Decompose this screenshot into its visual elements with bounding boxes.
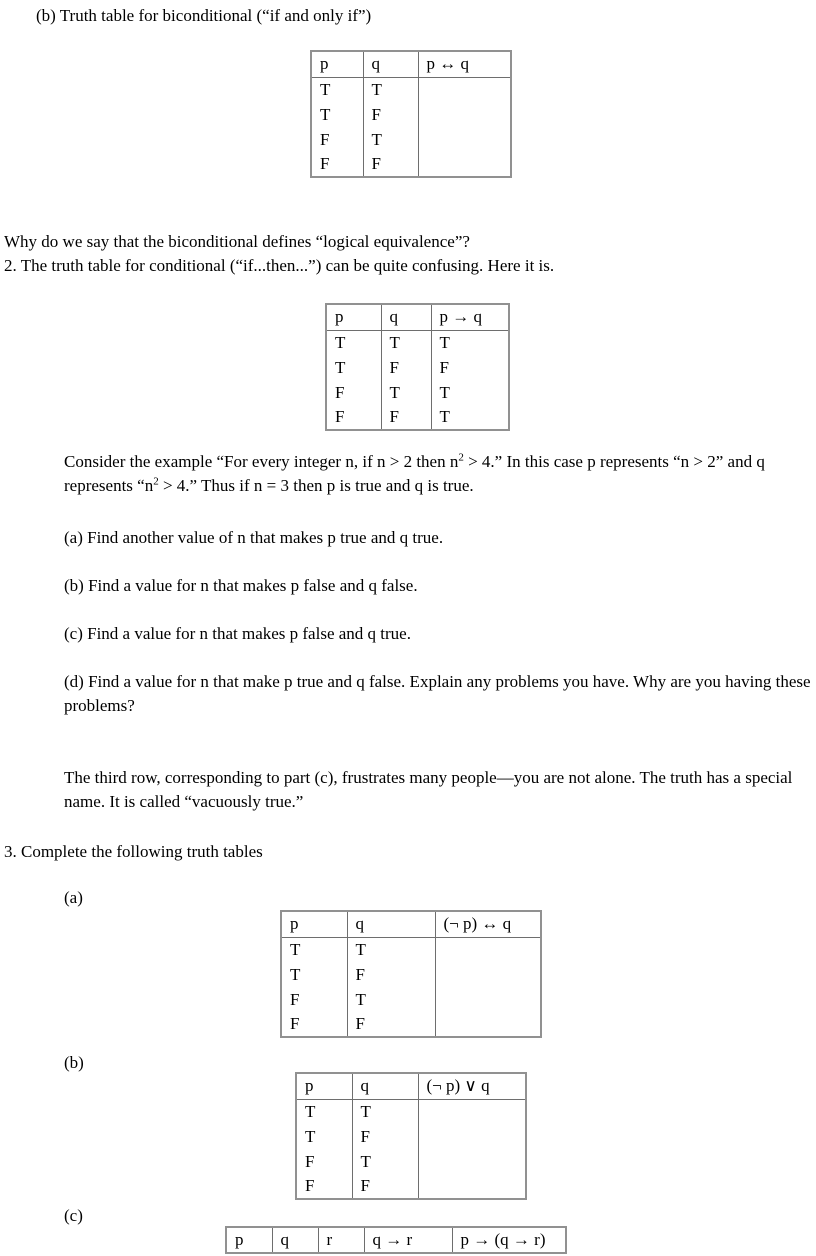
truth-value-cell: F [290,1014,300,1033]
truth-value-cell: T [431,380,509,405]
answer-cell [418,102,511,127]
table-header-cell: p [296,1073,352,1099]
answer-cell [418,1124,526,1149]
table-header-cell: q [381,304,431,330]
section-b-heading: (b) Truth table for biconditional (“if and only if”) [36,6,372,25]
truth-value-cell: F [431,355,509,380]
truth-value-cell: F [305,1176,315,1195]
truth-value-cell: T [347,987,435,1012]
table-header-cell: q [272,1227,318,1253]
table-header-row [226,1227,566,1253]
table-row [326,405,509,430]
truth-value-cell: F [290,989,300,1009]
table-row [281,1012,541,1037]
answer-cell [418,152,511,177]
exercise-b-truth-table [295,1072,527,1200]
example-text-1: Consider the example “For every integer n, if n > 2 then n [64,452,459,471]
truth-value-cell: F [347,1012,435,1037]
answer-cell [418,1149,526,1174]
part-b-question: (b) Find a value for n that makes p false and q false. [64,576,418,595]
table-row [281,937,541,962]
truth-value-cell: T [320,104,331,124]
truth-value-cell: T [290,964,301,984]
truth-value-cell: F [335,382,345,402]
truth-value-cell: T [431,330,509,355]
truth-value-cell: T [431,405,509,430]
truth-value-cell: T [305,1101,316,1121]
table-header-row [326,304,509,330]
answer-cell [435,937,541,962]
example-paragraph [64,450,812,498]
table-header-row [311,51,511,77]
table-header-cell: p ↔ q [418,51,511,77]
truth-value-cell: F [335,407,345,426]
part-c-question: (c) Find a value for n that makes p false and q true. [64,624,411,643]
table-row [296,1149,526,1174]
exercise-a-truth-table [280,910,542,1038]
table-header-cell: p [311,51,363,77]
table-row [281,987,541,1012]
truth-value-cell: T [381,380,431,405]
truth-value-cell: T [290,939,301,959]
table-header-cell: r [318,1227,364,1253]
truth-value-cell: F [381,355,431,380]
table-header-row [296,1073,526,1099]
example-text-3: > 4.” Thus if n = 3 then p is true and q is true. [158,476,474,495]
exercise-b-label: (b) [64,1053,84,1072]
biconditional-truth-table [310,50,512,178]
truth-value-cell: T [381,330,431,355]
superscript-exponent: 2 [458,451,464,464]
table-row [296,1174,526,1199]
answer-cell [418,1174,526,1199]
table-row [311,77,511,102]
vacuously-true-note: The third row, corresponding to part (c), frustrates many people—you are not alone. The truth has a special name. It is called “vacuously true.” [64,768,793,811]
table-row [311,127,511,152]
item3-text: 3. Complete the following truth tables [4,842,263,861]
answer-cell [418,1099,526,1124]
table-header-cell: q [363,51,418,77]
answer-cell [435,987,541,1012]
table-row [326,380,509,405]
truth-value-cell: T [320,79,331,99]
table-header-cell: p [281,911,347,937]
truth-value-cell: F [352,1174,418,1199]
table-row [311,152,511,177]
answer-cell [435,1012,541,1037]
answer-cell [418,77,511,102]
truth-value-cell: T [352,1149,418,1174]
table-header-cell: p [226,1227,272,1253]
truth-value-cell: F [347,962,435,987]
truth-value-cell: F [363,152,418,177]
answer-cell [435,962,541,987]
table-row [281,962,541,987]
table-header-cell: p [326,304,381,330]
answer-cell [418,127,511,152]
table-header-cell: q [352,1073,418,1099]
table-row [326,330,509,355]
truth-value-cell: T [305,1126,316,1146]
truth-value-cell: F [320,154,330,173]
table-header-cell: q [347,911,435,937]
table-header-cell: q → r [364,1227,452,1253]
table-row [311,102,511,127]
exercise-c-label: (c) [64,1206,83,1225]
truth-value-cell: F [352,1124,418,1149]
part-a-question: (a) Find another value of n that makes p true and q true. [64,528,444,547]
table-header-cell: p → q [431,304,509,330]
table-row [326,355,509,380]
truth-value-cell: T [363,127,418,152]
truth-value-cell: F [305,1151,315,1171]
truth-value-cell: T [352,1099,418,1124]
truth-value-cell: F [363,102,418,127]
table-header-cell: (¬ p) ∨ q [418,1073,526,1099]
table-header-row [281,911,541,937]
item2-text: 2. The truth table for conditional (“if...then...”) can be quite confusing. Here it is. [4,256,555,275]
superscript-exponent: 2 [153,475,159,488]
conditional-truth-table [325,303,510,431]
truth-value-cell: T [335,357,346,377]
truth-value-cell: F [381,405,431,430]
table-row [296,1124,526,1149]
table-row [296,1099,526,1124]
table-header-cell: p → (q → r) [452,1227,566,1253]
truth-value-cell: T [347,937,435,962]
truth-value-cell: T [335,332,346,352]
exercise-c-truth-table [225,1226,567,1254]
exercise-a-label: (a) [64,888,83,907]
table-header-cell: (¬ p) ↔ q [435,911,541,937]
example-text-2: > 4.” In this case p represents “n > 2” and q represents “n [64,452,765,495]
truth-value-cell: F [320,129,330,149]
truth-value-cell: T [363,77,418,102]
logical-equivalence-question: Why do we say that the biconditional defines “logical equivalence”? [4,232,470,251]
part-d-question: (d) Find a value for n that make p true and q false. Explain any problems you have. Why are you having these problems? [64,672,811,715]
